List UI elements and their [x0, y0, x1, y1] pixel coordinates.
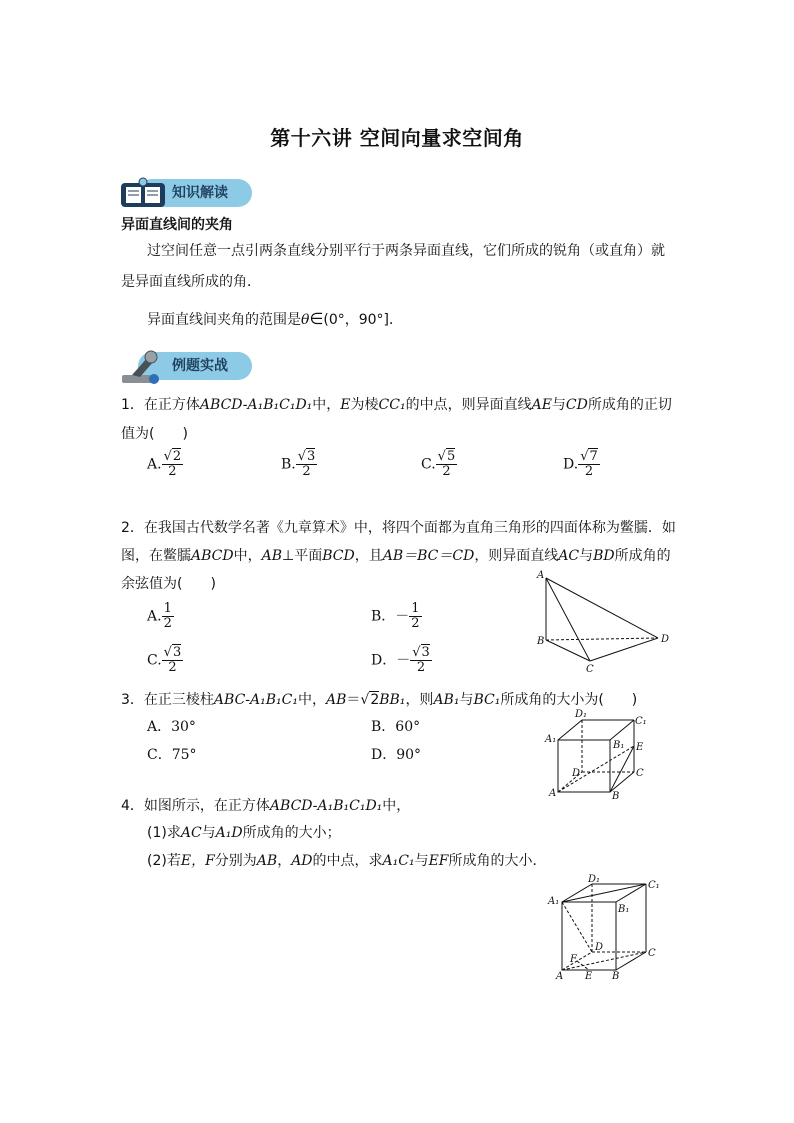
math-expression: BB₁ — [379, 692, 406, 708]
question-text: (1)求 — [147, 825, 181, 841]
math-expression: BCD — [322, 548, 355, 564]
question-2-line1 — [121, 518, 676, 538]
edge-ac — [546, 578, 590, 661]
paragraph-line: 是异面直线所成的角． — [121, 274, 261, 290]
question-text: 所成角的大小． — [448, 853, 547, 869]
question-text: 如图所示，在正方体 — [143, 798, 270, 814]
option-label: B. — [281, 456, 296, 473]
option-d[interactable] — [371, 646, 432, 675]
question-text: 所成角的大小为( ) — [500, 692, 638, 708]
cube-edge — [558, 720, 582, 740]
vertex-label: D — [661, 634, 670, 645]
vertex-label: B₁ — [618, 904, 630, 915]
question-text: 所成角的大小； — [242, 825, 341, 841]
vertex-label: C₁ — [635, 716, 647, 727]
question-text: 与 — [201, 825, 216, 841]
question-number: 3． — [121, 692, 144, 708]
fraction: $\frac{√3}{2}$ — [412, 645, 430, 675]
cube-figure-q4 — [544, 870, 664, 982]
math-expression: ABC-A₁B₁C₁ — [213, 692, 298, 708]
question-2-line3: 余弦值为( ) — [121, 576, 216, 592]
option-label: D. — [563, 456, 579, 473]
section-heading: 异面直线间的夹角 — [121, 217, 233, 233]
segment-ef — [577, 961, 589, 970]
segment-a1d — [562, 902, 592, 952]
math-expression: A₁D — [215, 825, 243, 841]
math-expression: A₁C₁ — [382, 853, 415, 869]
paragraph-line: 过空间任意一点引两条直线分别平行于两条异面直线，它们所成的锐角（或直角）就 — [147, 243, 665, 259]
element-of-symbol: ∈ — [309, 309, 324, 328]
question-text: 中， — [312, 397, 341, 413]
fraction: $\frac{√3}{2}$ — [297, 449, 316, 479]
vertex-label: D — [595, 942, 604, 953]
vertex-label: C — [636, 768, 644, 779]
math-expression: BD — [593, 548, 615, 564]
cube-edge — [616, 884, 646, 902]
question-text: ⊥平面 — [282, 548, 323, 564]
math-expression: ABCD — [191, 548, 234, 564]
question-text: 分别为 — [214, 853, 257, 869]
option-c[interactable]: C．75° — [147, 747, 197, 763]
vertex-label: F — [570, 954, 577, 965]
edge-ad — [546, 578, 658, 638]
cube-edge — [610, 720, 634, 740]
question-text: 的中点，则异面直线 — [405, 397, 532, 413]
question-text: ，则异面直线 — [474, 548, 559, 564]
question-text: 与 — [551, 397, 566, 413]
microscope-icon — [118, 349, 168, 387]
question-text: 在正方体 — [143, 397, 200, 413]
sqrt-symbol: √2 — [360, 692, 380, 708]
fraction: $\frac{√3}{2}$ — [163, 645, 182, 675]
cube-edge — [616, 952, 646, 970]
math-expression: E，F — [180, 853, 215, 869]
question-text: 所成角的正切 — [587, 397, 672, 413]
vertex-label: D₁ — [588, 874, 601, 885]
range-text: 异面直线间夹角的范围是 — [147, 312, 301, 328]
option-label: C. — [421, 456, 436, 473]
fraction: $\frac{√2}{2}$ — [163, 449, 182, 479]
badge-label: 知识解读 — [172, 185, 228, 201]
vertex-label: D — [572, 768, 581, 779]
tetrahedron-figure — [534, 568, 674, 676]
math-expression: ABCD-A₁B₁C₁D₁ — [269, 798, 383, 814]
option-a[interactable] — [147, 602, 174, 631]
math-expression: EF — [428, 853, 449, 869]
question-4-line1 — [121, 796, 410, 816]
question-2-line2 — [121, 546, 671, 566]
question-number: 2． — [121, 520, 144, 536]
book-icon — [118, 177, 168, 211]
option-b[interactable] — [281, 450, 317, 479]
vertex-label: A — [549, 788, 557, 799]
segment-ae — [558, 746, 634, 792]
question-text: ，且 — [354, 548, 383, 564]
question-text: 为棱 — [350, 397, 379, 413]
fraction: $\frac{√7}{2}$ — [580, 449, 598, 479]
option-a[interactable]: A．30° — [147, 719, 196, 735]
cube-front-face — [558, 740, 610, 792]
question-text: 图，在鳖臑 — [121, 548, 191, 564]
fraction: $\frac{1}{2}$ — [163, 601, 172, 631]
question-1-line1 — [121, 395, 672, 415]
fraction: $\frac{√5}{2}$ — [437, 449, 456, 479]
math-expression: E — [340, 397, 351, 413]
math-expression: CC₁ — [378, 397, 406, 413]
math-expression: AC — [558, 548, 580, 564]
question-number: 4． — [121, 798, 144, 814]
question-text: 中， — [382, 798, 411, 814]
question-number: 1． — [121, 397, 144, 413]
vertex-label: D₁ — [575, 709, 588, 720]
option-c[interactable] — [421, 450, 457, 479]
option-a[interactable] — [147, 450, 183, 479]
edge-bd-hidden — [546, 638, 658, 640]
option-b[interactable]: B．60° — [371, 719, 421, 735]
math-expression: BC₁ — [473, 692, 501, 708]
vertex-label: E — [585, 971, 593, 982]
question-text: ， — [277, 853, 292, 869]
fraction: $\frac{1}{2}$ — [411, 601, 420, 631]
segment-be — [610, 746, 634, 792]
range-value: (0°，90°]． — [323, 312, 404, 328]
option-label: C. — [147, 652, 162, 669]
section-badge-knowledge — [118, 177, 254, 209]
option-b[interactable] — [371, 602, 422, 631]
question-4-part2 — [147, 851, 547, 871]
math-expression: AB — [256, 853, 278, 869]
question-text: 在正三棱柱 — [143, 692, 214, 708]
edge-cd — [590, 638, 658, 661]
vertex-label: A — [537, 570, 545, 581]
option-c[interactable] — [147, 646, 183, 675]
question-text: 中， — [297, 692, 326, 708]
page-title: 第十六讲 空间向量求空间角 — [270, 126, 524, 150]
math-expression: AE — [531, 397, 552, 413]
option-d[interactable] — [563, 450, 600, 479]
cube-edge — [610, 772, 634, 792]
cube-edge — [562, 884, 592, 902]
badge-label: 例题实战 — [172, 358, 228, 374]
vertex-label: A₁ — [548, 896, 560, 907]
math-expression: AD — [291, 853, 313, 869]
math-expression: AB — [261, 548, 283, 564]
question-text: 与 — [579, 548, 594, 564]
vertex-label: B — [612, 971, 620, 982]
theta-symbol: θ — [301, 312, 310, 328]
vertex-label: C — [648, 948, 656, 959]
question-4-part1 — [147, 823, 341, 843]
option-label: D．－ — [371, 652, 411, 669]
vertex-label: B — [612, 791, 620, 800]
question-text: 所成角的 — [614, 548, 671, 564]
vertex-label: A — [556, 971, 564, 982]
option-label: B．－ — [371, 608, 410, 625]
question-text: 中， — [233, 548, 262, 564]
math-expression: ABCD-A₁B₁C₁D₁ — [199, 397, 313, 413]
question-text: 在我国古代数学名著《九章算术》中，将四个面都为直角三角形的四面体称为鳖臑．如 — [143, 520, 676, 536]
option-label: A. — [147, 608, 162, 625]
question-text: 与 — [414, 853, 429, 869]
option-d[interactable]: D．90° — [371, 747, 422, 763]
vertex-label: A₁ — [545, 734, 557, 745]
math-expression: CD — [565, 397, 588, 413]
vertex-label: C — [586, 664, 594, 675]
question-text: ，则 — [405, 692, 434, 708]
math-expression: ＝ — [346, 692, 361, 708]
question-1-line2: 值为( ) — [121, 426, 188, 442]
math-expression: AB₁ — [433, 692, 460, 708]
question-text: 的中点，求 — [312, 853, 383, 869]
cube-figure-q3 — [540, 704, 652, 800]
question-text: 与 — [459, 692, 474, 708]
diagonal-a1c1 — [562, 884, 646, 902]
math-expression: AB＝BC＝CD — [382, 548, 475, 564]
range-statement — [147, 309, 403, 330]
vertex-label: B₁ — [613, 740, 625, 751]
math-expression: AB — [325, 692, 347, 708]
vertex-label: B — [537, 636, 545, 647]
vertex-label: C₁ — [648, 880, 660, 891]
vertex-label: E — [636, 742, 644, 753]
question-text: (2)若 — [147, 853, 181, 869]
section-badge-examples — [118, 349, 254, 387]
option-label: A. — [147, 456, 162, 473]
math-expression: AC — [180, 825, 202, 841]
edge-bc — [546, 640, 590, 661]
